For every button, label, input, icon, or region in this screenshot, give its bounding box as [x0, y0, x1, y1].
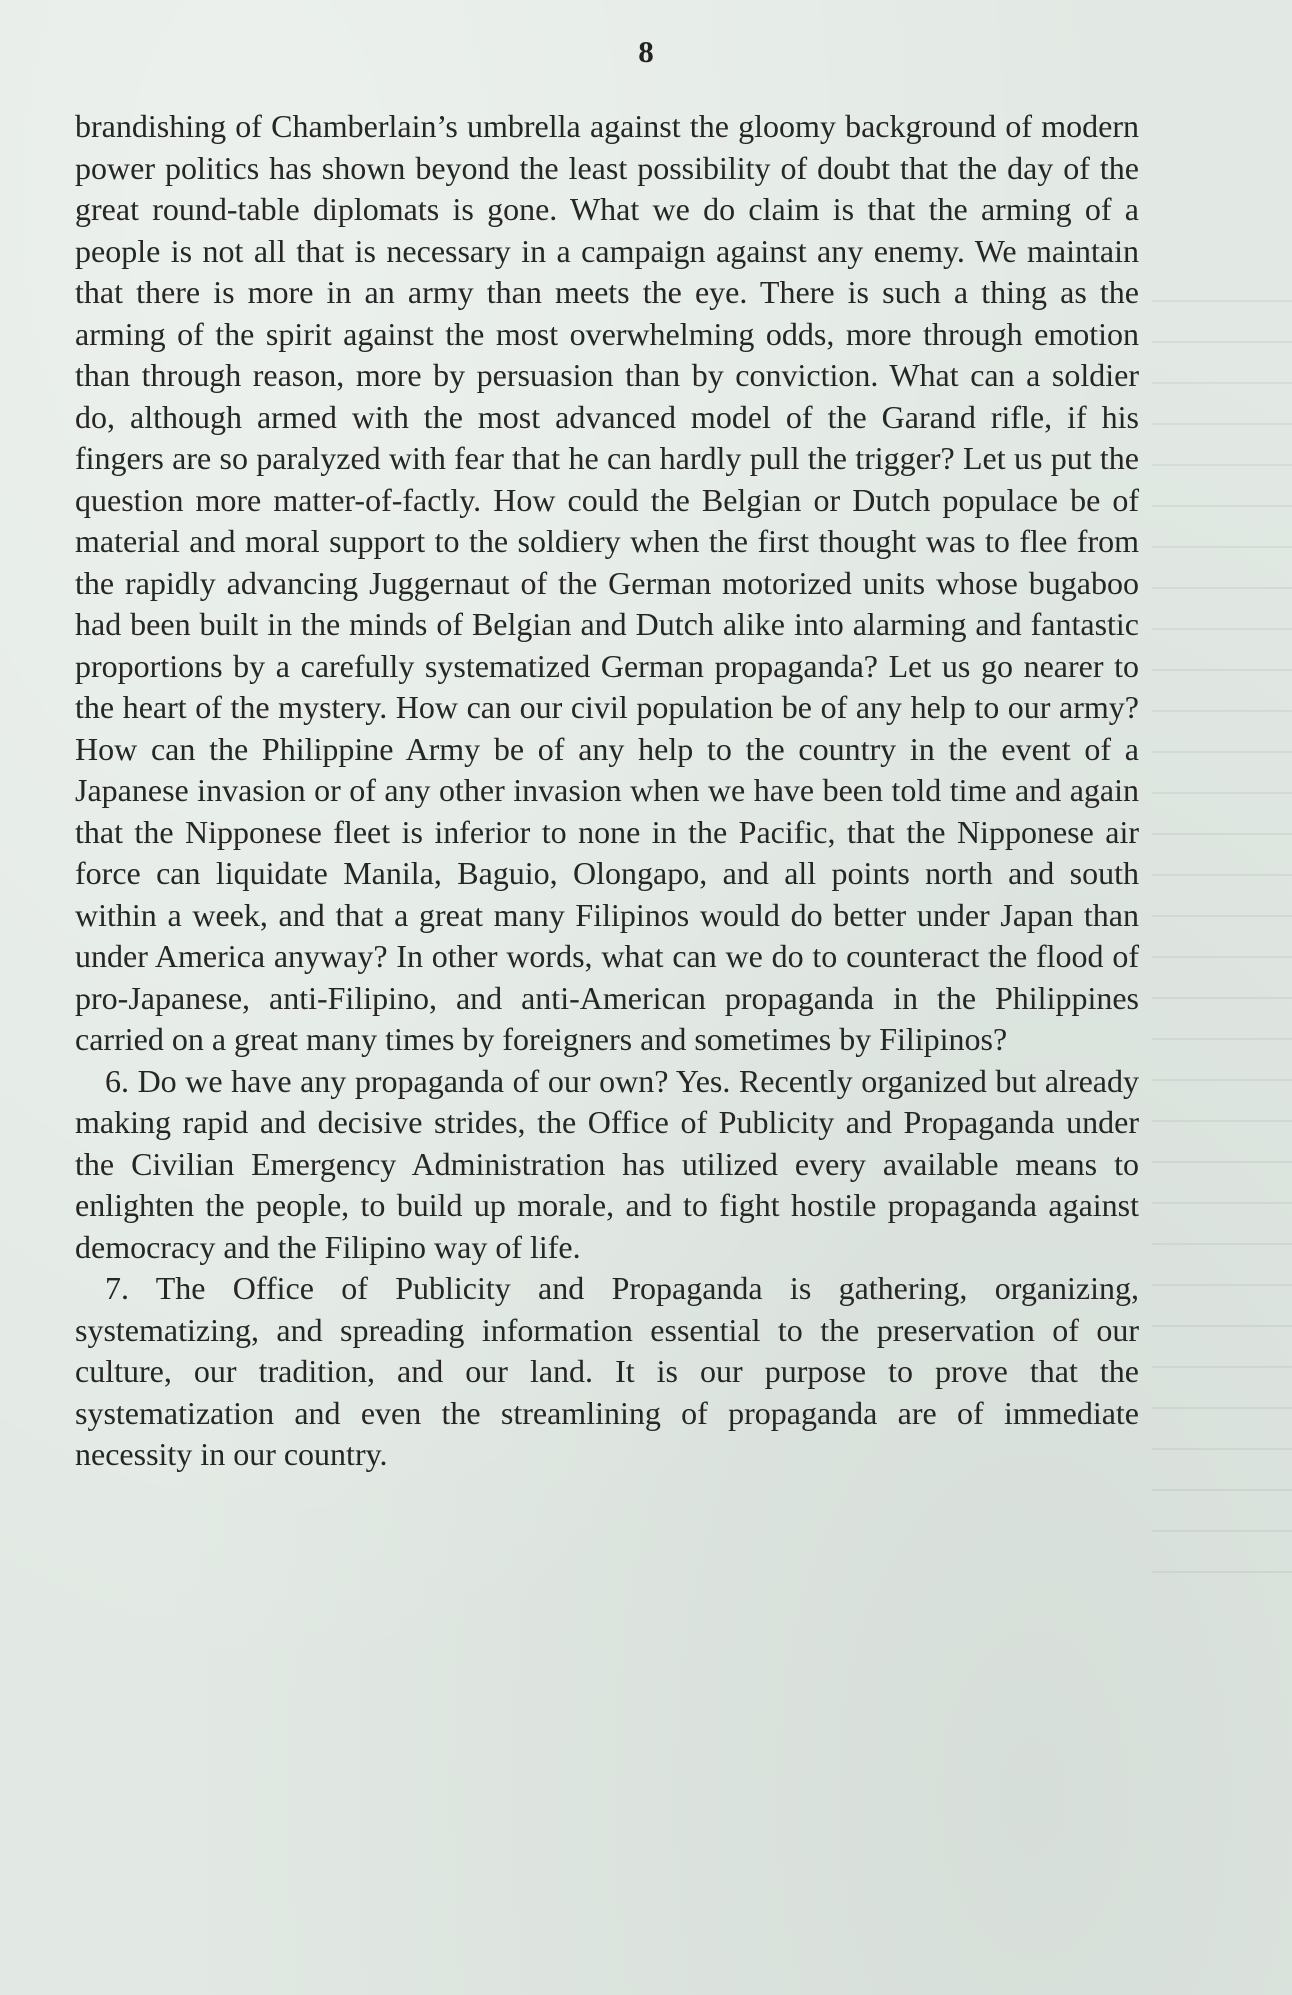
paragraph-7: 7. The Office of Publicity and Propaganda is gathering, organizing, systematizing, and spreading information essential to the preservation of our culture, our tradition, and our land. It is our purpose to prove that the systematization and even the streamlining of propaganda are of immediate necessity in our country.	[75, 1270, 1139, 1472]
bleed-through-shadow	[1152, 300, 1292, 1600]
paragraph-continuation: brandishing of Chamberlain’s umbrella against the gloomy background of modern power politics has shown beyond the least possibility of doubt that the day of the great round-table diplomats is gone. What we do claim is that the arming of a people is not all that is necessary in a campaign against any enemy. We maintain that there is more in an army than meets the eye. There is such a thing as the arming of the spirit against the most overwhelming odds, more through emotion than through reason, more by persuasion than by conviction. What can a soldier do, although armed with the most advanced model of the Garand rifle, if his fingers are so paralyzed with fear that he can hardly pull the trigger? Let us put the question more matter-of-factly. How could the Belgian or Dutch populace be of material and moral support to the soldiery when the first thought was to flee from the rapidly advancing Juggernaut of the German motorized units whose bugaboo had been built in the minds of Belgian and Dutch alike into alarming and fantastic proportions by a carefully systematized German propaganda? Let us go nearer to the heart of the mystery. How can our civil population be of any help to our army? How can the Philippine Army be of any help to the country in the event of a Japanese invasion or of any other invasion when we have been told time and again that the Nipponese fleet is inferior to none in the Pacific, that the Nipponese air force can liquidate Manila, Baguio, Olongapo, and all points north and south within a week, and that a great many Filipinos would do better under Japan than under America anyway? In other words, what can we do to counteract the flood of pro-Japanese, anti-Filipino, and anti-American propaganda in the Philippines carried on a great many times by foreigners and sometimes by Filipinos?	[75, 108, 1139, 1057]
paragraph-6: 6. Do we have any propaganda of our own? Yes. Recently organized but already making rapid and decisive strides, the Office of Publicity and Propaganda under the Civilian Emergency Administration has utilized every available means to enlighten the people, to build up morale, and to fight hostile propaganda against democracy and the Filipino way of life.	[75, 1062, 1139, 1265]
body-text	[75, 106, 1139, 1476]
page-number: 8	[638, 34, 654, 69]
